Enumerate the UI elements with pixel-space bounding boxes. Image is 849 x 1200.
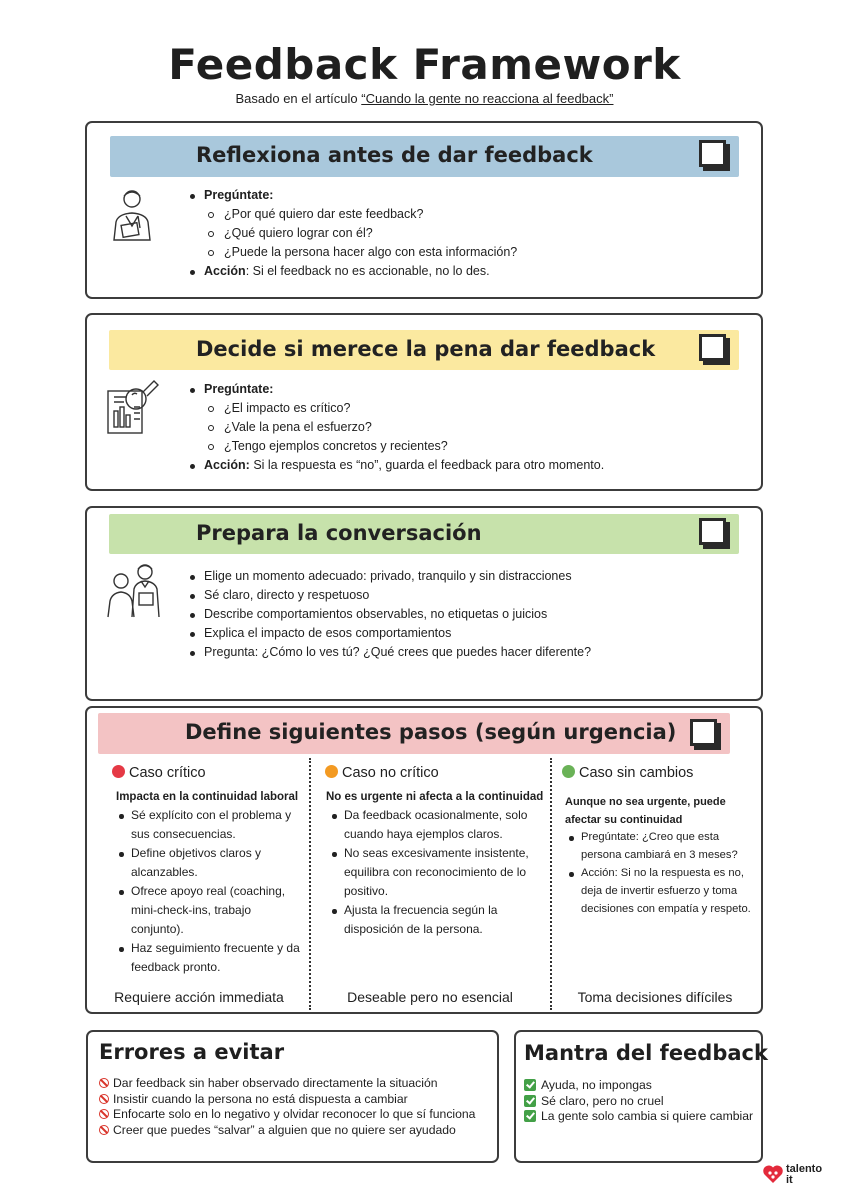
prepare-item: Describe comportamientos observables, no etiquetas o juicios	[186, 605, 591, 624]
check-mark-icon	[524, 1095, 536, 1107]
critical-case-item: Haz seguimiento frecuente y da feedback pronto.	[115, 939, 305, 977]
define-title: Define siguientes pasos (según urgencia)	[185, 720, 677, 744]
error-item	[99, 1076, 475, 1092]
reflect-title: Reflexiona antes de dar feedback	[196, 143, 593, 167]
errors-list	[99, 1076, 475, 1138]
noncritical-case-heading	[325, 765, 439, 781]
nochange-case-list	[565, 828, 753, 918]
decide-question: ¿El impacto es crítico?	[186, 399, 604, 418]
reflect-question: ¿Qué quiero lograr con él?	[186, 224, 517, 243]
prepare-item: Elige un momento adecuado: privado, tranquilo y sin distracciones	[186, 567, 591, 586]
page-title: Feedback Framework	[168, 40, 681, 89]
green-dot-icon	[562, 765, 575, 778]
critical-case-footer: Requiere acción immediata	[114, 989, 284, 1005]
prepare-item: Pregunta: ¿Cómo lo ves tú? ¿Qué crees que puedes hacer diferente?	[186, 643, 591, 662]
thinking-person-icon	[108, 186, 158, 249]
critical-case-item: Sé explícito con el problema y sus consecuencias.	[115, 806, 305, 844]
decide-question: ¿Tengo ejemplos concretos y recientes?	[186, 437, 604, 456]
noncritical-case-footer: Deseable pero no esencial	[347, 989, 513, 1005]
decide-title: Decide si merece la pena dar feedback	[196, 337, 656, 361]
article-link[interactable]: “Cuando la gente no reacciona al feedback”	[361, 91, 614, 106]
nochange-case-heading	[562, 765, 693, 781]
reflect-question: ¿Puede la persona hacer algo con esta información?	[186, 243, 517, 262]
reflect-checkbox[interactable]	[699, 140, 726, 167]
brand-line-2: it	[786, 1174, 793, 1186]
decide-checkbox[interactable]	[699, 334, 726, 361]
subtitle	[0, 91, 849, 106]
reflect-action-text: : Si el feedback no es accionable, no lo des.	[245, 264, 490, 278]
report-magnifier-icon	[106, 377, 164, 440]
mantra-text: La gente solo cambia si quiere cambiar	[541, 1109, 754, 1123]
define-checkbox[interactable]	[690, 719, 717, 746]
noncritical-case-item: Da feedback ocasionalmente, solo cuando haya ejemplos claros.	[328, 806, 540, 844]
error-text: Enfocarte solo en lo negativo y olvidar reconocer lo que sí funciona	[113, 1107, 476, 1121]
nochange-case-subtitle: Aunque no sea urgente, puede afectar su continuidad	[565, 796, 726, 826]
red-dot-icon	[112, 765, 125, 778]
mantra-item	[524, 1094, 753, 1110]
heart-logo-icon	[762, 1163, 784, 1185]
mantra-item	[524, 1109, 753, 1125]
reflect-question: ¿Por qué quiero dar este feedback?	[186, 205, 517, 224]
prepare-checkbox[interactable]	[699, 518, 726, 545]
error-item	[99, 1123, 475, 1139]
prepare-item: Explica el impacto de esos comportamientos	[186, 624, 591, 643]
critical-case-item: Define objetivos claros y alcanzables.	[115, 844, 305, 882]
decide-action-text: Si la respuesta es “no”, guarda el feedback para otro momento.	[249, 458, 605, 472]
nochange-case-item: Acción: Si no la respuesta es no, deja de invertir esfuerzo y toma decisiones con empatía y respeto.	[565, 864, 753, 918]
error-text: Creer que puedes “salvar” a alguien que no quiere ser ayudado	[113, 1122, 456, 1137]
error-text: Dar feedback sin haber observado directamente la situación	[113, 1076, 438, 1090]
decide-list	[186, 380, 604, 475]
nochange-case-title: Caso sin cambios	[579, 765, 694, 781]
subtitle-prefix: Basado en el artículo	[235, 91, 362, 106]
noncritical-case-list	[328, 806, 540, 939]
critical-case-title: Caso crítico	[129, 765, 206, 781]
check-mark-icon	[524, 1079, 536, 1091]
noncritical-case-title: Caso no crítico	[342, 765, 439, 781]
noncritical-case-item: Ajusta la frecuencia según la disposición de la persona.	[328, 901, 540, 939]
column-divider	[309, 758, 311, 1010]
prohibited-icon	[99, 1094, 109, 1104]
prohibited-icon	[99, 1109, 109, 1119]
error-item	[99, 1107, 475, 1123]
critical-case-heading	[112, 765, 206, 781]
mantra-item	[524, 1078, 753, 1094]
decide-question: ¿Vale la pena el esfuerzo?	[186, 418, 604, 437]
noncritical-case-item: No seas excesivamente insistente, equilibra con reconocimiento de lo positivo.	[328, 844, 540, 901]
nochange-case-item: Pregúntate: ¿Creo que esta persona cambiará en 3 meses?	[565, 828, 753, 864]
mantra-text: Ayuda, no impongas	[541, 1078, 652, 1092]
noncritical-case-subtitle: No es urgente ni afecta a la continuidad	[326, 791, 544, 803]
reflect-ask-label: Pregúntate:	[204, 188, 274, 202]
prepare-title: Prepara la conversación	[196, 521, 482, 545]
prepare-list	[186, 567, 591, 662]
nochange-case-footer: Toma decisiones difíciles	[577, 989, 733, 1005]
critical-case-item: Ofrece apoyo real (coaching, mini-check-ins, trabajo conjunto).	[115, 882, 305, 939]
mantra-title: Mantra del feedback	[524, 1041, 768, 1065]
column-divider	[550, 758, 552, 1010]
reflect-list	[186, 186, 517, 281]
mantra-text: Sé claro, pero no cruel	[541, 1093, 664, 1108]
prohibited-icon	[99, 1125, 109, 1135]
decide-ask-label: Pregúntate:	[204, 382, 274, 396]
prohibited-icon	[99, 1078, 109, 1088]
mantra-list	[524, 1078, 753, 1125]
critical-case-subtitle: Impacta en la continuidad laboral	[116, 791, 299, 803]
critical-case-list	[115, 806, 305, 977]
check-mark-icon	[524, 1110, 536, 1122]
brand-line-1: talento	[786, 1163, 823, 1175]
prepare-item: Sé claro, directo y respetuoso	[186, 586, 591, 605]
error-item	[99, 1092, 475, 1108]
conversation-people-icon	[105, 561, 165, 624]
reflect-action-label: Acción	[204, 264, 246, 278]
brand-text	[786, 1164, 822, 1186]
errors-title: Errores a evitar	[99, 1040, 285, 1064]
decide-action-label: Acción:	[204, 458, 250, 472]
orange-dot-icon	[325, 765, 338, 778]
error-text: Insistir cuando la persona no está dispuesta a cambiar	[113, 1091, 408, 1106]
